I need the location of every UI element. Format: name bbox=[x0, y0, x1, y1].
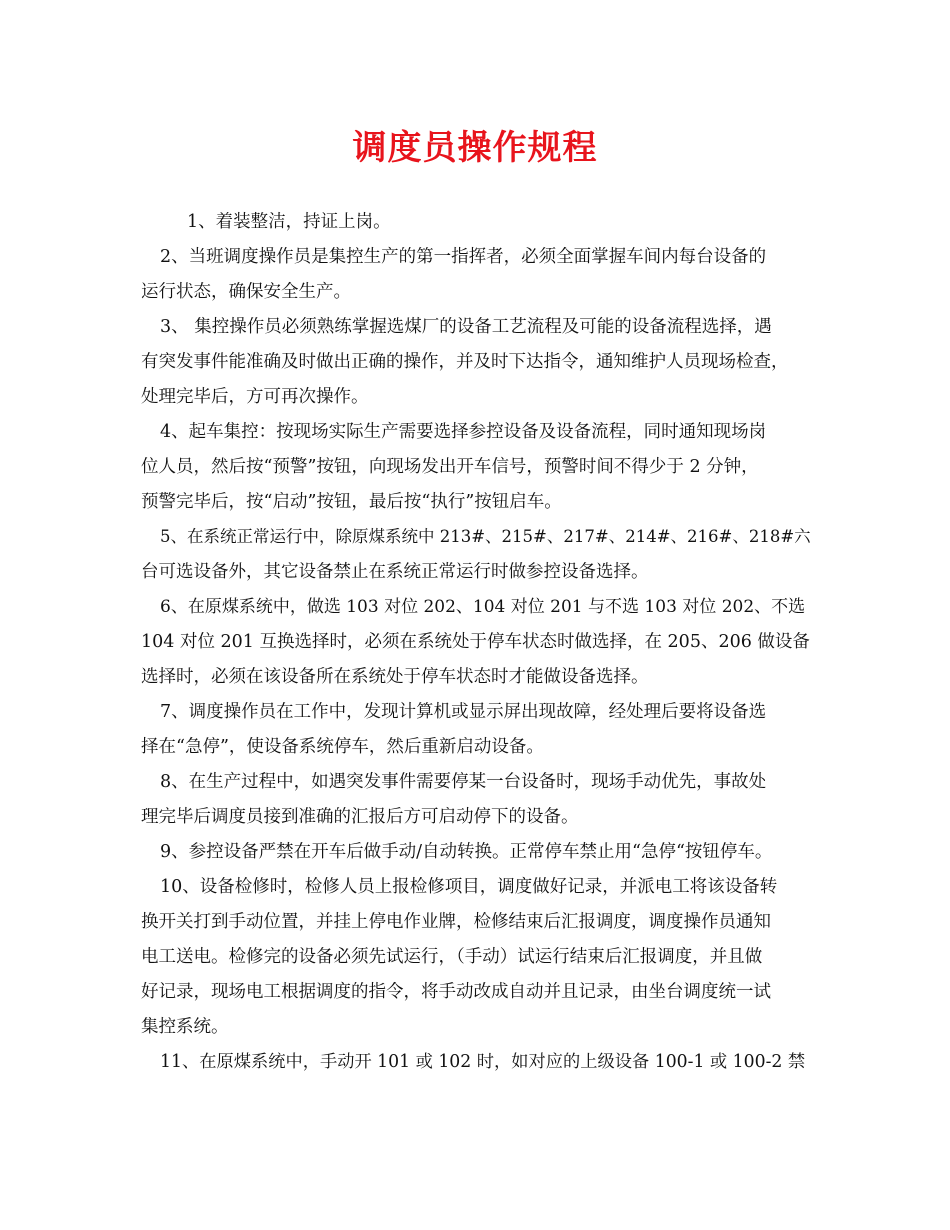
document-title: 调度员操作规程 bbox=[352, 128, 598, 168]
rule-6-line-1: 6、在原煤系统中，做选 103 对位 202、104 对位 201 与不选 103 对位 202、不选 bbox=[160, 597, 806, 617]
rule-3-line-1: 3、 集控操作员必须熟练掌握选煤厂的设备工艺流程及可能的设备流程选择，遇 bbox=[160, 317, 772, 337]
rule-8-line-2: 理完毕后调度员接到准确的汇报后方可启动停下的设备。 bbox=[141, 807, 579, 827]
rule-3-line-3: 处理完毕后，方可再次操作。 bbox=[141, 387, 369, 407]
rule-8-line-1: 8、在生产过程中，如遇突发事件需要停某一台设备时，现场手动优先，事故处 bbox=[160, 772, 767, 792]
rule-9-line-1: 9、参控设备严禁在开车后做手动/自动转换。正常停车禁止用“急停“按钮停车。 bbox=[160, 842, 773, 862]
rule-2-line-2: 运行状态，确保安全生产。 bbox=[141, 282, 351, 302]
rule-7-line-2: 择在“急停”，使设备系统停车，然后重新启动设备。 bbox=[141, 737, 544, 757]
rule-10-line-2: 换开关打到手动位置，并挂上停电作业牌，检修结束后汇报调度，调度操作员通知 bbox=[141, 912, 771, 932]
rule-10-line-4: 好记录，现场电工根据调度的指令，将手动改成自动并且记录，由坐台调度统一试 bbox=[141, 982, 771, 1002]
rule-5-line-1: 5、在系统正常运行中，除原煤系统中 213#、215#、217#、214#、216#、218#六 bbox=[160, 527, 811, 546]
rule-10-line-1: 10、设备检修时，检修人员上报检修项目，调度做好记录，并派电工将该设备转 bbox=[160, 877, 778, 897]
rule-4-line-2: 位人员，然后按“预警”按钮，向现场发出开车信号，预警时间不得少于 2 分钟， bbox=[141, 457, 759, 477]
rule-5-line-2: 台可选设备外，其它设备禁止在系统正常运行时做参控设备选择。 bbox=[141, 562, 649, 582]
rule-1-line-1: 1、着装整洁，持证上岗。 bbox=[187, 212, 391, 232]
rule-10-line-3: 电工送电。检修完的设备必须先试运行，（手动）试运行结束后汇报调度，并且做 bbox=[141, 947, 763, 967]
rule-7-line-1: 7、调度操作员在工作中，发现计算机或显示屏出现故障，经处理后要将设备选 bbox=[160, 702, 767, 722]
rule-4-line-1: 4、起车集控：按现场实际生产需要选择参控设备及设备流程，同时通知现场岗 bbox=[160, 422, 767, 442]
rule-11-line-1: 11、在原煤系统中，手动开 101 或 102 时，如对应的上级设备 100-1 或 100-2 禁 bbox=[160, 1052, 806, 1072]
rule-6-line-2: 104 对位 201 互换选择时，必须在系统处于停车状态时做选择，在 205、206 做设备 bbox=[141, 632, 810, 652]
rule-10-line-5: 集控系统。 bbox=[141, 1017, 229, 1037]
rule-3-line-2: 有突发事件能准确及时做出正确的操作，并及时下达指令，通知维护人员现场检查， bbox=[141, 352, 789, 372]
rule-4-line-3: 预警完毕后，按“启动”按钮，最后按“执行”按钮启车。 bbox=[141, 492, 562, 512]
rule-2-line-1: 2、当班调度操作员是集控生产的第一指挥者，必须全面掌握车间内每台设备的 bbox=[160, 247, 767, 267]
rule-6-line-3: 选择时，必须在该设备所在系统处于停车状态时才能做设备选择。 bbox=[141, 667, 649, 687]
